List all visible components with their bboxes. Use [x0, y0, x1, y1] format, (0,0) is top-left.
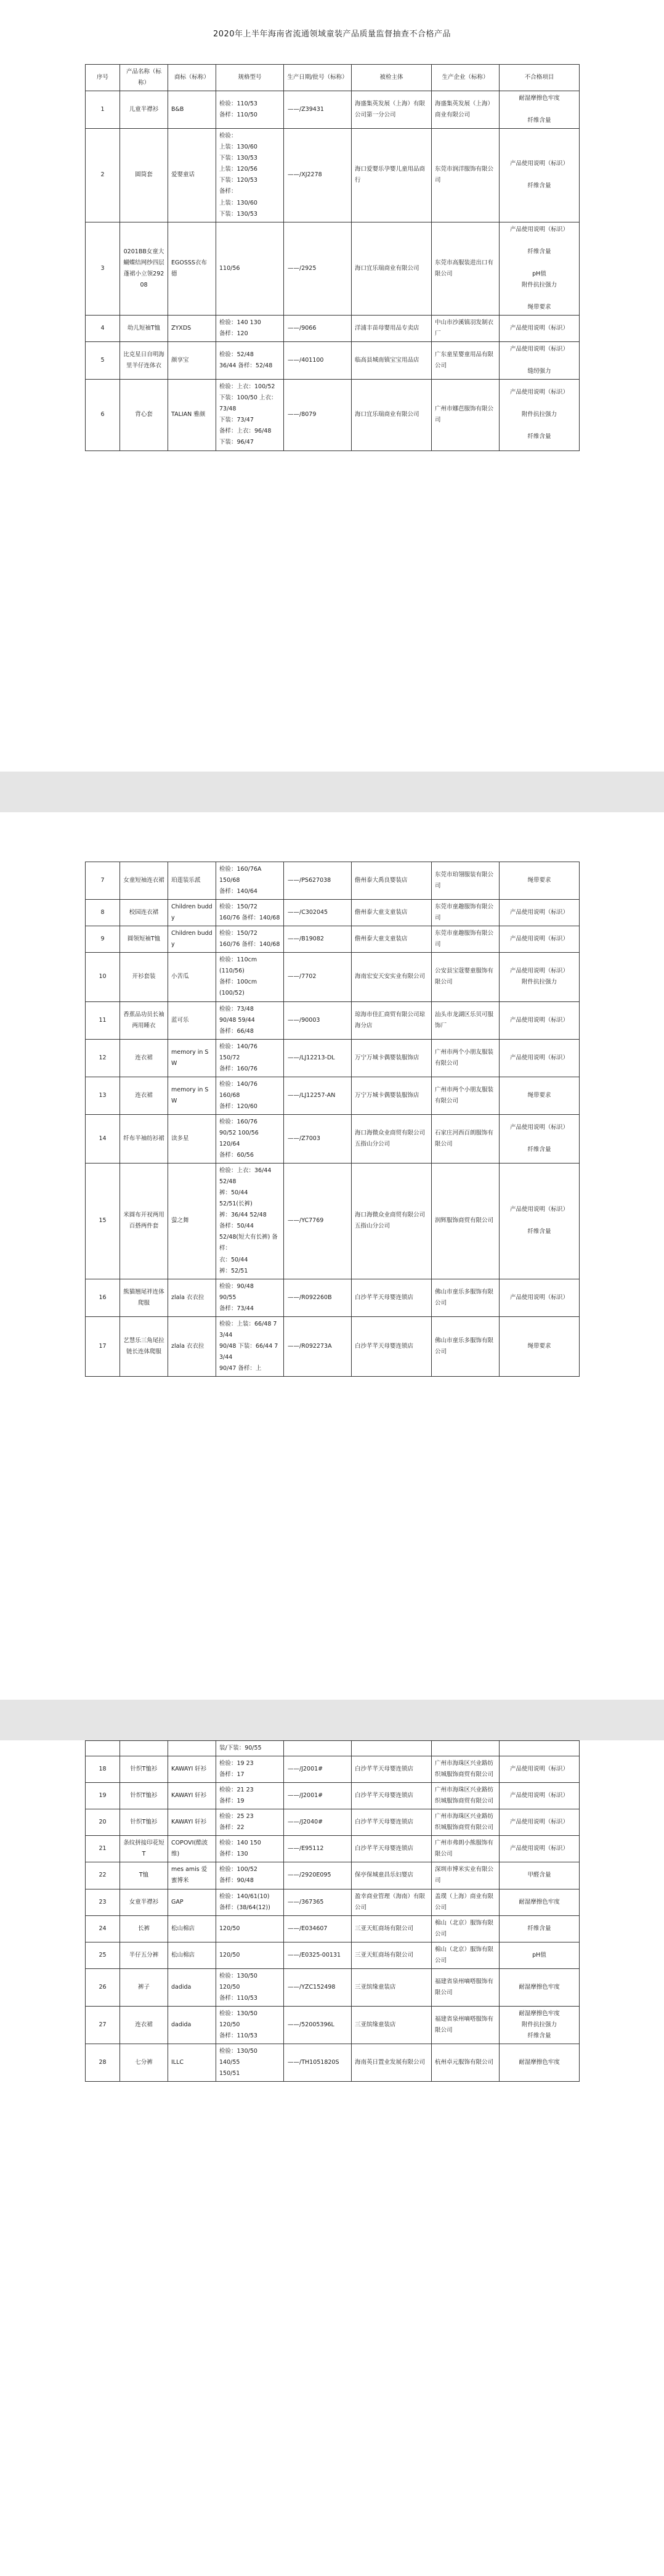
- cell-date: ——/YZC152498: [284, 1968, 352, 2006]
- cell-date: ——/Z39431: [284, 91, 352, 129]
- cell-subject: 儋州泰大禹良婴装店: [352, 862, 432, 900]
- cell-subject: 海口海微众业商贸有限公司五指山分公司: [352, 1114, 432, 1163]
- cell-name: [120, 1741, 168, 1756]
- table-row: [86, 1001, 580, 1039]
- cell-no: 3: [86, 222, 120, 315]
- cell-fail: 产品使用说明（标识）: [500, 1001, 580, 1039]
- cell-spec: 检验：160/76 90/52 100/56 120/64 备样：60/56: [216, 1114, 284, 1163]
- cell-fail: 绳带要求: [500, 1077, 580, 1114]
- table-row: [86, 1039, 580, 1077]
- cell-maker: 广州市两个小朋友服装有限公司: [432, 1039, 500, 1077]
- table-row: [86, 1164, 580, 1279]
- cell-spec: 检验：25 23 备样：22: [216, 1809, 284, 1836]
- cell-maker: 盖璞（上海）商业有限公司: [432, 1889, 500, 1915]
- cell-brand: 珀莲装乐派: [168, 862, 216, 900]
- cell-brand: KAWAYI 轩衫: [168, 1783, 216, 1809]
- cell-date: ——/J2001#: [284, 1756, 352, 1783]
- column-header: 生产企业（标称）: [432, 65, 500, 91]
- cell-maker: 棉山（北京）服饰有限公司: [432, 1942, 500, 1968]
- cell-subject: 琼海市佳汇商贸有限公司琼海分店: [352, 1001, 432, 1039]
- cell-spec: 装/下装：90/55: [216, 1741, 284, 1756]
- cell-brand: ZYXDS: [168, 315, 216, 341]
- cell-no: 10: [86, 953, 120, 1001]
- cell-name: 开衫套装: [120, 953, 168, 1001]
- cell-name: 米圆布开衩两用百搭两件套: [120, 1164, 168, 1279]
- cell-spec: 检验：上衣：100/52 下装：100/50 上衣：73/48 下装：73/47 备样：上衣：96/48 下装：96/47: [216, 380, 284, 450]
- cell-brand: dadida: [168, 1968, 216, 2006]
- cell-no: 14: [86, 1114, 120, 1163]
- cell-no: 21: [86, 1836, 120, 1862]
- cell-date: ——/367365: [284, 1889, 352, 1915]
- cell-maker: 东莞市童趣服饰有限公司: [432, 900, 500, 926]
- cell-spec: 检验：140 150 备样：130: [216, 1836, 284, 1862]
- column-header: 规格型号: [216, 65, 284, 91]
- cell-fail: 产品使用说明（标识） 附件抗拉强力: [500, 953, 580, 1001]
- cell-maker: 汕头市龙湖区乐贝可服饰厂: [432, 1001, 500, 1039]
- cell-brand: 萤之舞: [168, 1164, 216, 1279]
- cell-maker: 佛山市童乐多服饰有限公司: [432, 1279, 500, 1316]
- table-row: [86, 1114, 580, 1163]
- cell-date: ——/R092260B: [284, 1279, 352, 1316]
- table-row: [86, 1968, 580, 2006]
- cell-maker: 佛山市童乐多服饰有限公司: [432, 1316, 500, 1376]
- cell-spec: 120/50: [216, 1942, 284, 1968]
- table-row: [86, 129, 580, 222]
- cell-name: 艺慧乐三角尾拉链长连体爬服: [120, 1316, 168, 1376]
- cell-subject: 三亚缤缘童装店: [352, 2006, 432, 2044]
- cell-subject: 儋州泰大童支童装店: [352, 900, 432, 926]
- cell-no: 4: [86, 315, 120, 341]
- cell-no: 22: [86, 1862, 120, 1889]
- table-row: [86, 1889, 580, 1915]
- table-row: [86, 222, 580, 315]
- cell-date: ——/90003: [284, 1001, 352, 1039]
- cell-fail: 产品使用说明（标识） 纤维含量: [500, 129, 580, 222]
- table-row: [86, 1741, 580, 1756]
- cell-no: 24: [86, 1915, 120, 1942]
- cell-brand: EGOSSS衣布德: [168, 222, 216, 315]
- cell-brand: Children buddy: [168, 926, 216, 953]
- column-header: 产品名称（标称）: [120, 65, 168, 91]
- cell-no: 20: [86, 1809, 120, 1836]
- cell-date: ——/9066: [284, 315, 352, 341]
- cell-no: 28: [86, 2044, 120, 2082]
- cell-date: ——/2925: [284, 222, 352, 315]
- cell-date: ——/Z7003: [284, 1114, 352, 1163]
- cell-subject: 白沙芊芊天母婴连锁店: [352, 1783, 432, 1809]
- table-row: [86, 1862, 580, 1889]
- cell-maker: 东莞市润洋服饰有限公司: [432, 129, 500, 222]
- cell-no: 5: [86, 342, 120, 380]
- cell-fail: 耐湿摩擦色牢度: [500, 2044, 580, 2082]
- cell-maker: 石家庄河西百朗服饰有限公司: [432, 1114, 500, 1163]
- cell-date: ——/R092273A: [284, 1316, 352, 1376]
- column-header: 序号: [86, 65, 120, 91]
- cell-brand: 松山棉店: [168, 1915, 216, 1942]
- cell-spec: 检验：140/61(10) 备样：(38/64(12)): [216, 1889, 284, 1915]
- cell-subject: 白沙芊芊天母婴连锁店: [352, 1316, 432, 1376]
- cell-no: 6: [86, 380, 120, 450]
- cell-fail: 产品使用说明（标识）: [500, 926, 580, 953]
- cell-maker: 福建省泉州嘀嗒服饰有限公司: [432, 1968, 500, 2006]
- cell-fail: 产品使用说明（标识） 纤维含量 pH值 附件抗拉强力 绳带要求: [500, 222, 580, 315]
- cell-subject: 万宁万城卡偶婴装服饰店: [352, 1039, 432, 1077]
- cell-subject: 万宁万城卡偶婴装服饰店: [352, 1077, 432, 1114]
- cell-name: 圆筒套: [120, 129, 168, 222]
- cell-no: [86, 1741, 120, 1756]
- cell-subject: 三亚天虹商场有限公司: [352, 1942, 432, 1968]
- cell-date: ——/J2001#: [284, 1783, 352, 1809]
- cell-spec: 检验：90/48 90/55 备样：73/44: [216, 1279, 284, 1316]
- cell-date: ——/TH1051820S: [284, 2044, 352, 2082]
- cell-date: ——/B19082: [284, 926, 352, 953]
- cell-name: 连衣裙: [120, 1039, 168, 1077]
- table-row: [86, 900, 580, 926]
- cell-date: ——/8079: [284, 380, 352, 450]
- cell-brand: zlala 衣衣拉: [168, 1316, 216, 1376]
- table-row: [86, 91, 580, 129]
- document-page-2: [0, 812, 664, 1700]
- cell-brand: COPOVI(酷波维): [168, 1836, 216, 1862]
- cell-spec: 检验：150/72 160/76 备样：140/68: [216, 900, 284, 926]
- cell-fail: 耐湿摩擦色牢度 附件抗拉强力 纤维含量: [500, 2006, 580, 2044]
- cell-date: [284, 1741, 352, 1756]
- document-page-1: [0, 0, 664, 772]
- cell-spec: 120/50: [216, 1915, 284, 1942]
- cell-spec: 检验：上装：66/48 73/44 90/48 下装：66/44 73/44 90/47 备样：上: [216, 1316, 284, 1376]
- cell-name: 幼儿短袖T恤: [120, 315, 168, 341]
- cell-no: 11: [86, 1001, 120, 1039]
- cell-name: 圆领短袖T恤: [120, 926, 168, 953]
- cell-name: 女童半襟衫: [120, 1889, 168, 1915]
- table-row: [86, 1279, 580, 1316]
- cell-fail: 产品使用说明（标识） 纤维含量: [500, 1164, 580, 1279]
- cell-maker: [432, 1741, 500, 1756]
- table-row: [86, 315, 580, 341]
- cell-no: 9: [86, 926, 120, 953]
- cell-no: 26: [86, 1968, 120, 2006]
- table-row: [86, 342, 580, 380]
- cell-maker: 中山市沙溪镇羽发制衣厂: [432, 315, 500, 341]
- results-table-page-3: [85, 1740, 580, 2082]
- cell-maker: 润辉服饰商贸有限公司: [432, 1164, 500, 1279]
- cell-date: ——/LJ12257-AN: [284, 1077, 352, 1114]
- cell-date: ——/C302045: [284, 900, 352, 926]
- cell-brand: zlala 衣衣拉: [168, 1279, 216, 1316]
- cell-spec: 检验：52/48 36/44 备样：52/48: [216, 342, 284, 380]
- cell-maker: 广州市海珠区兴业路纺织城服饰商贸有限公司: [432, 1756, 500, 1783]
- cell-subject: 海南英日置业发展有限公司: [352, 2044, 432, 2082]
- cell-fail: 纤维含量: [500, 1915, 580, 1942]
- cell-brand: GAP: [168, 1889, 216, 1915]
- cell-spec: 检验：73/48 90/48 59/44 备样：66/48: [216, 1001, 284, 1039]
- cell-date: ——/52005396L: [284, 2006, 352, 2044]
- table-row: [86, 953, 580, 1001]
- cell-spec: 检验：140 130 备样：120: [216, 315, 284, 341]
- cell-no: 15: [86, 1164, 120, 1279]
- cell-maker: 公安县宝蔻婴童服饰有限公司: [432, 953, 500, 1001]
- cell-maker: 东莞市珀翎服装有限公司: [432, 862, 500, 900]
- cell-name: 比克星日自明海里羊仔连体衣: [120, 342, 168, 380]
- table-row: [86, 2044, 580, 2082]
- cell-maker: 深圳市博米实业有限公司: [432, 1862, 500, 1889]
- cell-fail: 产品使用说明（标识）: [500, 1039, 580, 1077]
- cell-fail: 产品使用说明（标识） 纤维含量: [500, 1114, 580, 1163]
- cell-name: 香蕉品功员长袖两用睡衣: [120, 1001, 168, 1039]
- cell-name: 背心套: [120, 380, 168, 450]
- cell-maker: 广州市弗朗小熊服饰有限公司: [432, 1836, 500, 1862]
- cell-brand: 颜享宝: [168, 342, 216, 380]
- cell-spec: 110/56: [216, 222, 284, 315]
- cell-subject: 白沙芊芊天母婴连锁店: [352, 1836, 432, 1862]
- table-row: [86, 1809, 580, 1836]
- cell-fail: 耐湿摩擦色牢度: [500, 1889, 580, 1915]
- column-header: 商标（标称）: [168, 65, 216, 91]
- cell-brand: mes amis 爱蜜博米: [168, 1862, 216, 1889]
- cell-subject: 海口宜乐瑞商业有限公司: [352, 222, 432, 315]
- cell-name: 半仔五分裤: [120, 1942, 168, 1968]
- cell-maker: 广州市海珠区兴业路纺织城服饰商贸有限公司: [432, 1783, 500, 1809]
- cell-date: ——/E034607: [284, 1915, 352, 1942]
- cell-name: T恤: [120, 1862, 168, 1889]
- document-title: 2020年上半年海南省流通领域童装产品质量监督抽查不合格产品: [213, 30, 451, 39]
- cell-name: 长裤: [120, 1915, 168, 1942]
- cell-no: 12: [86, 1039, 120, 1077]
- cell-no: 25: [86, 1942, 120, 1968]
- cell-brand: memory in SW: [168, 1077, 216, 1114]
- cell-fail: 产品使用说明（标识） 缝纫强力: [500, 342, 580, 380]
- cell-brand: ILLC: [168, 2044, 216, 2082]
- cell-no: 19: [86, 1783, 120, 1809]
- cell-date: ——/J2040#: [284, 1809, 352, 1836]
- table-header-row: [86, 65, 580, 91]
- cell-date: ——/XJ2278: [284, 129, 352, 222]
- cell-name: 校园连衣裙: [120, 900, 168, 926]
- cell-spec: 检验：140/76 160/68 备样：120/60: [216, 1077, 284, 1114]
- column-header: 生产日期/批号（标称）: [284, 65, 352, 91]
- cell-brand: KAWAYI 轩衫: [168, 1809, 216, 1836]
- cell-name: 针织T恤衫: [120, 1783, 168, 1809]
- column-header: 被检主体: [352, 65, 432, 91]
- cell-name: 熊猫翘尾袢连体爬服: [120, 1279, 168, 1316]
- cell-spec: 检验：130/50 120/50 备样：110/53: [216, 2006, 284, 2044]
- cell-subject: 临高县城南镇宝宝用品店: [352, 342, 432, 380]
- table-row: [86, 1783, 580, 1809]
- results-table-page-2: [85, 862, 580, 1377]
- results-table-page-1: [85, 64, 580, 451]
- cell-name: 针织T恤衫: [120, 1756, 168, 1783]
- cell-date: ——/YC7769: [284, 1164, 352, 1279]
- cell-brand: B&B: [168, 91, 216, 129]
- cell-subject: 三亚缤缘童装店: [352, 1968, 432, 2006]
- cell-date: ——/7702: [284, 953, 352, 1001]
- table-row: [86, 862, 580, 900]
- column-header: 不合格项目: [500, 65, 580, 91]
- cell-name: 女童短袖连衣裙: [120, 862, 168, 900]
- cell-fail: 产品使用说明（标识）: [500, 1279, 580, 1316]
- cell-date: ——/PS627038: [284, 862, 352, 900]
- cell-subject: 白沙芊芊天母婴连锁店: [352, 1279, 432, 1316]
- cell-spec: 检验：160/76A 150/68 备样：140/64: [216, 862, 284, 900]
- cell-spec: 检验：100/52 备样：90/48: [216, 1862, 284, 1889]
- cell-brand: Children buddy: [168, 900, 216, 926]
- cell-brand: 读多星: [168, 1114, 216, 1163]
- cell-no: 1: [86, 91, 120, 129]
- table-row: [86, 1077, 580, 1114]
- cell-subject: 保亭保城童昌乐妇婴店: [352, 1862, 432, 1889]
- cell-fail: 产品使用说明（标识）: [500, 1783, 580, 1809]
- cell-spec: 检验：140/76 150/72 备样：160/76: [216, 1039, 284, 1077]
- cell-fail: 产品使用说明（标识）: [500, 1756, 580, 1783]
- cell-brand: dadida: [168, 2006, 216, 2044]
- cell-maker: 海盛集英发展（上海）商业有限公司: [432, 91, 500, 129]
- cell-spec: 检验：130/50 120/50 备样：110/53: [216, 1968, 284, 2006]
- cell-spec: 检验：150/72 160/76 备样：140/68: [216, 926, 284, 953]
- table-row: [86, 380, 580, 450]
- cell-maker: 广东童星婴童用品有限公司: [432, 342, 500, 380]
- document-page-3: [0, 1740, 664, 2576]
- cell-name: 儿童半襟衫: [120, 91, 168, 129]
- cell-fail: 产品使用说明（标识）: [500, 1836, 580, 1862]
- cell-no: 23: [86, 1889, 120, 1915]
- cell-brand: KAWAYI 轩衫: [168, 1756, 216, 1783]
- cell-no: 27: [86, 2006, 120, 2044]
- cell-subject: 海口爱婴乐孕婴儿童用品商行: [352, 129, 432, 222]
- table-row: [86, 1915, 580, 1942]
- cell-subject: 海南宏安天安实业有限公司: [352, 953, 432, 1001]
- cell-fail: 绳带要求: [500, 1316, 580, 1376]
- cell-name: 针织T恤衫: [120, 1809, 168, 1836]
- cell-spec: 检验：130/50 140/55 150/51: [216, 2044, 284, 2082]
- cell-spec: 检验：110/53 备样：110/50: [216, 91, 284, 129]
- table-row: [86, 1836, 580, 1862]
- cell-subject: 白沙芊芊天母婴连锁店: [352, 1809, 432, 1836]
- cell-fail: 产品使用说明（标识） 附件抗拉强力 纤维含量: [500, 380, 580, 450]
- cell-spec: 检验：上衣：36/44 52/48 裤：50/44 52/51(长裤) 裤：36/44 52/48 备样：50/44 52/48(短大有长裤) 备样： 衣：50/44 裤：52/51: [216, 1164, 284, 1279]
- cell-fail: [500, 1741, 580, 1756]
- cell-fail: pH值: [500, 1942, 580, 1968]
- cell-subject: 三亚天虹商场有限公司: [352, 1915, 432, 1942]
- cell-subject: [352, 1741, 432, 1756]
- cell-date: ——/E95112: [284, 1836, 352, 1862]
- cell-brand: [168, 1741, 216, 1756]
- cell-no: 2: [86, 129, 120, 222]
- cell-fail: 产品使用说明（标识）: [500, 900, 580, 926]
- cell-maker: 东莞市高服装进出口有限公司: [432, 222, 500, 315]
- cell-date: ——/LJ12213-DL: [284, 1039, 352, 1077]
- cell-fail: 绳带要求: [500, 862, 580, 900]
- cell-no: 7: [86, 862, 120, 900]
- cell-no: 18: [86, 1756, 120, 1783]
- cell-name: 纤布半袖纺衫裙: [120, 1114, 168, 1163]
- cell-fail: 产品使用说明（标识）: [500, 315, 580, 341]
- cell-name: 连衣裙: [120, 2006, 168, 2044]
- cell-fail: 甲醛含量: [500, 1862, 580, 1889]
- cell-brand: memory in SW: [168, 1039, 216, 1077]
- cell-maker: 东莞市童趣服饰有限公司: [432, 926, 500, 953]
- cell-subject: 儋州泰大童支童装店: [352, 926, 432, 953]
- cell-maker: 杭州卓元服饰有限公司: [432, 2044, 500, 2082]
- cell-brand: TALIAN 雅颜: [168, 380, 216, 450]
- table-row: [86, 1756, 580, 1783]
- cell-name: 连衣裙: [120, 1077, 168, 1114]
- cell-no: 17: [86, 1316, 120, 1376]
- cell-date: ——/401100: [284, 342, 352, 380]
- cell-maker: 广州市海珠区兴业路纺织城服饰商贸有限公司: [432, 1809, 500, 1836]
- cell-name: 裤子: [120, 1968, 168, 2006]
- cell-date: ——/E0325-00131: [284, 1942, 352, 1968]
- cell-maker: 棉山（北京）服饰有限公司: [432, 1915, 500, 1942]
- cell-subject: 海口宜乐瑞商业有限公司: [352, 380, 432, 450]
- cell-subject: 海盛集英发展（上海）有限公司第一分公司: [352, 91, 432, 129]
- cell-spec: 检验：110cm (110/56) 备样：100cm (100/52): [216, 953, 284, 1001]
- cell-name: 0201BB女童大蝴蝶结网纱四层蓬裙小立领29208: [120, 222, 168, 315]
- cell-no: 13: [86, 1077, 120, 1114]
- cell-subject: 海口海微众业商贸有限公司五指山分公司: [352, 1164, 432, 1279]
- cell-subject: 洋浦丰苗母婴用品专卖店: [352, 315, 432, 341]
- table-row: [86, 1942, 580, 1968]
- cell-brand: 小苦瓜: [168, 953, 216, 1001]
- cell-subject: 白沙芊芊天母婴连锁店: [352, 1756, 432, 1783]
- cell-subject: 盈幸商业管理（海南）有限公司: [352, 1889, 432, 1915]
- cell-date: ——/2920E095: [284, 1862, 352, 1889]
- cell-fail: 产品使用说明（标识）: [500, 1809, 580, 1836]
- table-row: [86, 926, 580, 953]
- cell-no: 8: [86, 900, 120, 926]
- table-row: [86, 1316, 580, 1376]
- table-row: [86, 2006, 580, 2044]
- cell-brand: 蓝可乐: [168, 1001, 216, 1039]
- cell-name: 七分裤: [120, 2044, 168, 2082]
- cell-maker: 广州市两个小朋友服装有限公司: [432, 1077, 500, 1114]
- cell-maker: 广州市娜芭服饰有限公司: [432, 380, 500, 450]
- cell-brand: 爱婴童话: [168, 129, 216, 222]
- cell-brand: 松山棉店: [168, 1942, 216, 1968]
- cell-spec: 检验： 上装：130/60 下装：130/53 上装：120/56 下装：120/53 备样： 上装：130/60 下装：130/53: [216, 129, 284, 222]
- cell-name: 条纹拼接印花短T: [120, 1836, 168, 1862]
- cell-maker: 福建省泉州嘀嗒服饰有限公司: [432, 2006, 500, 2044]
- cell-fail: 耐湿摩擦色牢度 纤维含量: [500, 91, 580, 129]
- cell-no: 16: [86, 1279, 120, 1316]
- cell-spec: 检验：21 23 备样：19: [216, 1783, 284, 1809]
- cell-fail: 耐湿摩擦色牢度: [500, 1968, 580, 2006]
- cell-spec: 检验：19 23 备样：17: [216, 1756, 284, 1783]
